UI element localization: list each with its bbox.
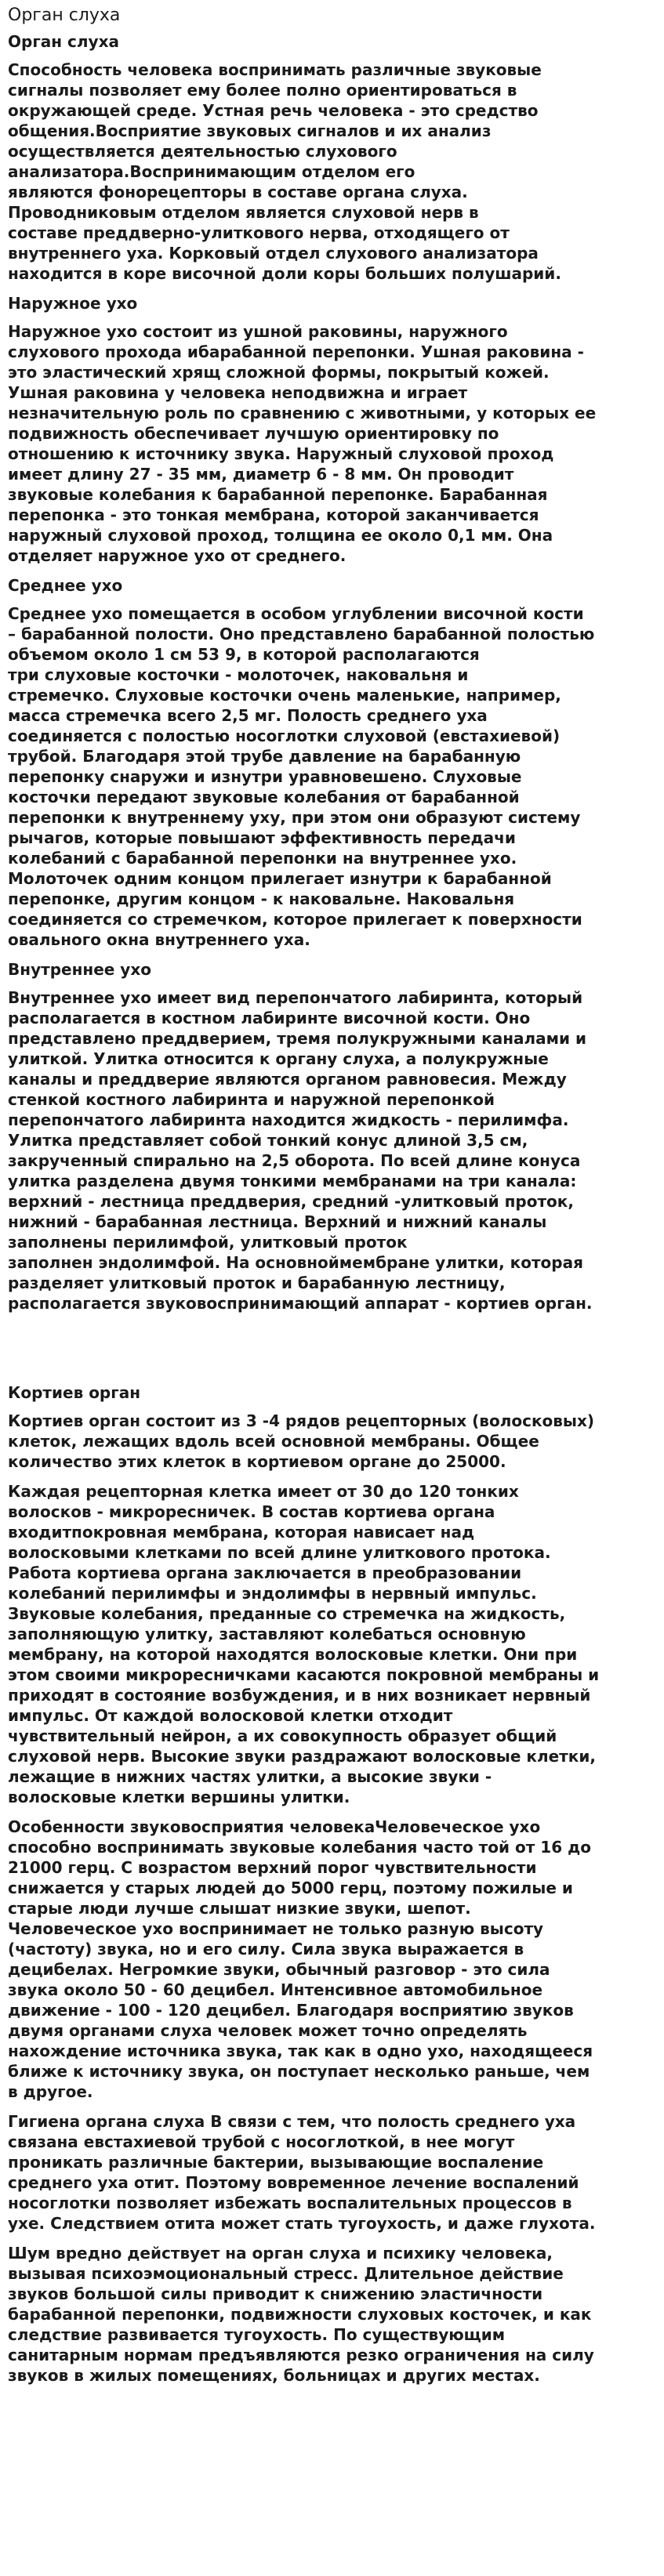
section-organ-sluha [8,31,656,284]
page-title: Орган слуха [8,5,121,25]
section-heading: Кортиев орган [8,1382,141,1402]
paragraph: Гигиена органа слуха В связи с тем, что полость среднего уха связана евстахиевой трубой с носоглоткой, в нее могут проникать различные бактерии, вызывающие воспаление среднего уха отит. Поэтому вовременное лечение воспалений носоглотки позволяет избежать воспалительных процессов в ухе. Следствием отита может стать тугоухость, и даже глухота. [8,2111,596,2233]
section-middle-ear [8,575,656,950]
paragraph: Кортиев орган состоит из 3 -4 рядов рецепторных (волосковых) клеток, лежащих вдоль всей основной мембраны. Общее количество этих клеток в кортиевом органе до 25000. [8,1411,595,1471]
paragraph: Среднее ухо помещается в особом углублении височной кости – барабанной полости. Оно представлено барабанной полостью объемом около 1 см 53 9, в которой располагаются три слуховые косточки - молоточек, наковальня и стремечко. Слуховые косточки очень маленькие, например, масса стремечка всего 2,5 мг. Полость среднего уха соединяется с полостью носоглотки слуховой (евстахиевой) трубой. Благодаря этой трубе давление на барабанную перепонку снаружи и изнутри уравновешено. Слуховые косточки передают звуковые колебания от барабанной перепонки к внутреннему уху, при этом они образуют систему рычагов, которые повышают эффективность передачи колебаний с барабанной перепонки на внутреннее ухо. Молоточек одним концом прилегает изнутри к барабанной перепонке, другим концом - к наковальне. Наковальня соединяется со стремечком, которое прилегает к поверхности овального окна внутреннего уха. [8,603,595,949]
blank-space [8,1323,656,1381]
paragraph: Каждая рецепторная клетка имеет от 30 до 120 тонких волосков - микроресничек. В состав кортиева органа входитпокровная мембрана, которая нависает над волосковыми клетками по всей длине улиткового протока. Работа кортиева органа заключается в преобразовании колебаний перилимфы и эндолимфы в нервный импульс. Звуковые колебания, преданные со стремечка на жидкость, заполняющую улитку, заставляют колебаться основную мембрану, на которой находятся волосковые клетки. Они при этом своими микроресничками касаются покровной мембраны и приходят в состояние возбуждения, и в них возникает нервный импульс. От каждой волосковой клетки отходит чувствительный нейрон, а их совокупность образует общий слуховой нерв. Высокие звуки раздражают волосковые клетки, лежащие в нижних частях улитки, а высокие звуки - волосковые клетки вершины улитки. [8,1481,600,1806]
section-heading: Наружное ухо [8,293,138,313]
paragraph: Наружное ухо состоит из ушной раковины, наружного слухового прохода ибарабанной перепонки. Ушная раковина - это эластический хрящ сложной формы, покрытый кожей. Ушная раковина у человека неподвижна и играет незначительную роль по сравнению с животными, у которых ее подвижность обеспечивает лучшую ориентировку по отношению к источнику звука. Наружный слуховой проход имеет длину 27 - 35 мм, диаметр 6 - 8 мм. Он проводит звуковые колебания к барабанной перепонке. Барабанная перепонка - это тонкая мембрана, которой заканчивается наружный слуховой проход, толщина ее около 0,1 мм. Она отделяет наружное ухо от среднего. [8,321,597,565]
section-heading: Среднее ухо [8,575,123,595]
paragraph: Внутреннее ухо имеет вид перепончатого лабиринта, который располагается в костном лабиринте височной кости. Оно представлено преддверием, тремя полукружными каналами и улиткой. Улитка относится к органу слуха, а полукружные каналы и преддверие являются органом равновесия. Между стенкой костного лабиринта и наружной перепонкой перепончатого лабиринта находится жидкость - перилимфа. Улитка представляет собой тонкий конус длиной 3,5 см, закрученный спирально на 2,5 оборота. По всей длине конуса улитка разделена двумя тонкими мембранами на три канала: верхний - лестница преддверия, средний -улитковый проток, нижний - барабанная лестница. Верхний и нижний каналы заполнены перилимфой, улитковый проток заполнен эндолимфой. На основноймембране улитки, которая разделяет улитковый проток и барабанную лестницу, располагается звуковоспринимающий аппарат - кортиев орган. [8,987,593,1313]
paragraph: Способность человека воспринимать различные звуковые сигналы позволяет ему более полно ориентироваться в окружающей среде. Устная речь человека - это средство общения.Восприятие звуковых сигналов и их анализ осуществляется деятельностью слухового анализатора.Воспринимающим отделом его являются фонорецепторы в составе органа слуха. Проводниковым отделом является слуховой нерв в составе преддверно-улиткового нерва, отходящего от внутреннего уха. Корковый отдел слухового анализатора находится в коре височной доли коры больших полушарий. [8,60,561,283]
section-heading: Внутреннее ухо [8,959,151,979]
section-corti-organ [8,1382,656,2386]
section-inner-ear [8,959,656,1313]
paragraph: Особенности звуковосприятия человекаЧеловеческое ухо способно воспринимать звуковые колебания часто той от 16 до 21000 герц. С возрастом верхний порог чувствительности снижается у старых людей до 5000 герц, поэтому пожилые и старые люди лучше слышат низкие звуки, шепот. Человеческое ухо воспринимает не только разную высоту (частоту) звука, но и его силу. Сила звука выражается в децибелах. Негромкие звуки, обычный разговор - это сила звука около 50 - 60 децибел. Интенсивное автомобильное движение - 100 - 120 децибел. Благодаря восприятию звуков двумя органами слуха человек может точно определять нахождение источника звука, так как в одно ухо, находящееся ближе к источнику звука, он поступает несколько раньше, чем в другое. [8,1817,593,2101]
section-outer-ear [8,293,656,566]
section-heading: Орган слуха [8,31,119,51]
paragraph: Шум вредно действует на орган слуха и психику человека, вызывая психоэмоциональный стресс. Длительное действие звуков большой силы приводит к снижению эластичности барабанной перепонки, подвижности слуховых косточек, и как следствие развивается тугоухость. По существующим санитарным нормам предъявляются резко ограничения на силу звуков в жилых помещениях, больницах и других местах. [8,2243,594,2385]
